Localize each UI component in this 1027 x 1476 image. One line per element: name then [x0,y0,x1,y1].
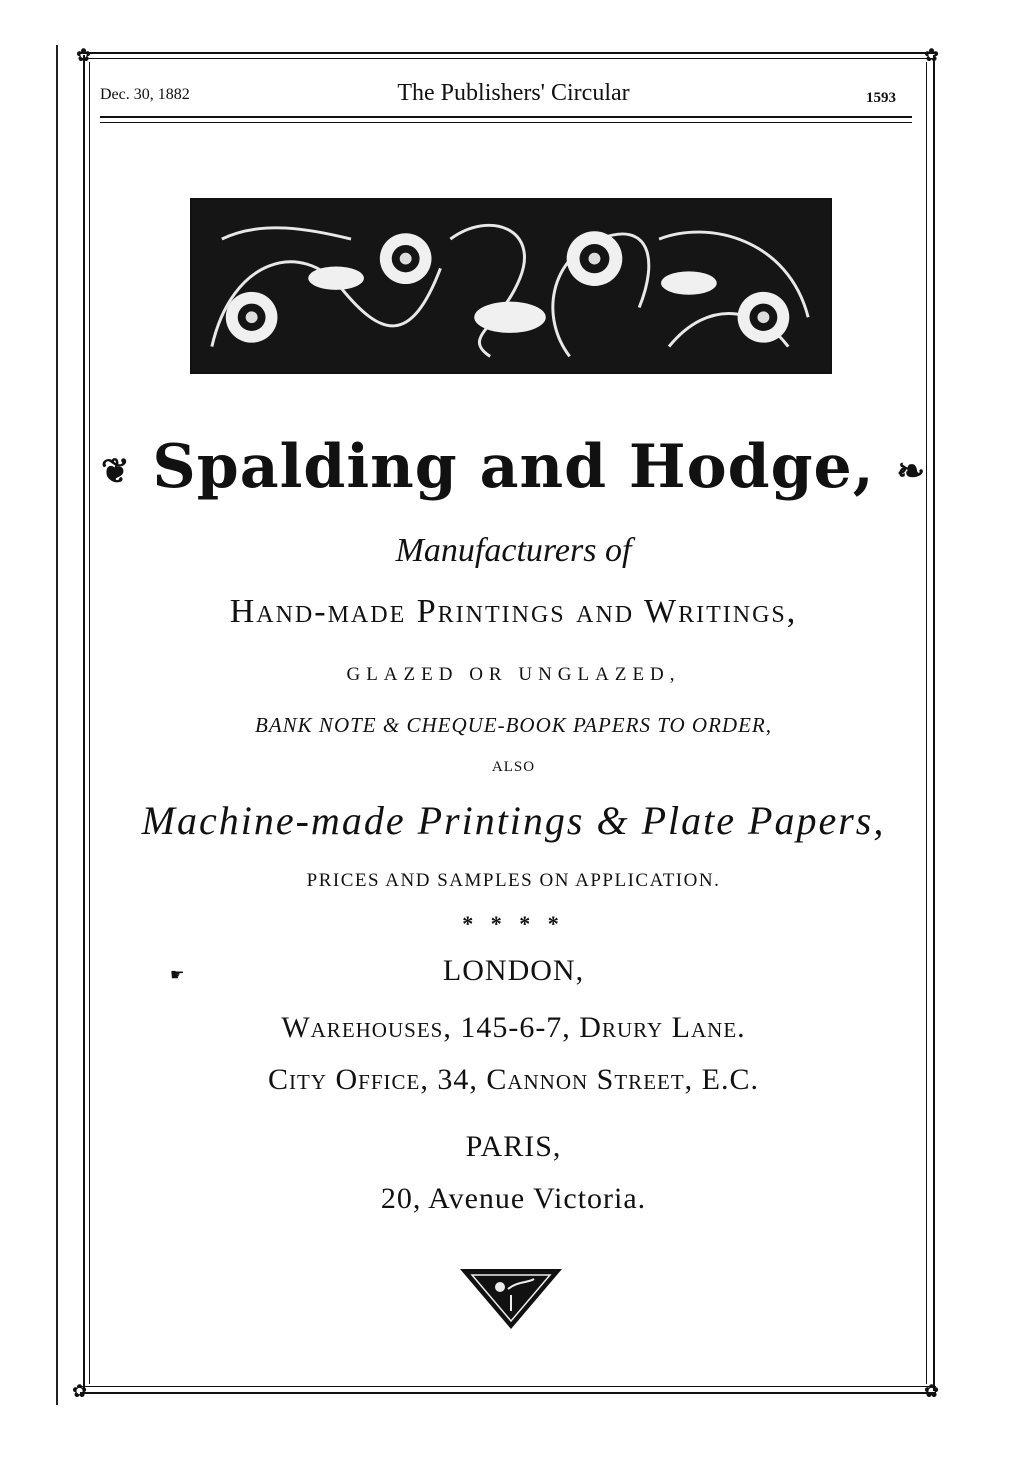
pointing-hand-icon: ☛ [170,967,185,984]
city-office-address: City Office, 34, Cannon Street, E.C. [267,1063,760,1096]
asterism: * * * * [462,911,565,936]
journal-title: The Publishers' Circular [397,80,630,106]
ornamental-banner-image [190,198,832,374]
prices-line: PRICES AND SAMPLES ON APPLICATION. [306,870,721,891]
issue-date: Dec. 30, 1882 [100,86,190,103]
tailpiece-ornament-icon [458,1265,564,1331]
also-line: ALSO [491,759,536,775]
subtitle: Manufacturers of [395,532,632,569]
finish-line: GLAZED OR UNGLAZED, [346,664,681,685]
page-number: 1593 [866,90,896,106]
corner-ornament-icon: ✿ [924,45,940,65]
corner-ornament-icon: ✿ [72,1381,88,1401]
company-name: Spalding and Hodge, [152,432,875,502]
bank-note-line: BANK NOTE & CHEQUE-BOOK PAPERS TO ORDER, [255,713,772,737]
paris-heading: PARIS, [465,1130,562,1163]
machine-made-line: Machine-made Printings & Plate Papers, [141,798,886,843]
frame-bottom-rule [80,1392,936,1394]
corner-ornament-icon: ✿ [76,45,92,65]
ornamental-banner-art [192,200,830,372]
paris-address: 20, Avenue Victoria. [380,1182,647,1215]
warehouses-address: Warehouses, 145-6-7, Drury Lane. [281,1011,746,1044]
frame-top-rule [80,52,936,54]
company-name-line [0,432,1027,502]
flourish-left-icon: ❦ [101,451,131,492]
corner-ornament-icon: ✿ [924,1381,940,1401]
london-heading: LONDON, [442,954,585,987]
flourish-right-icon: ❧ [896,451,926,492]
header-rule-thin [100,122,912,123]
frame-bottom-rule-thin [80,1386,936,1387]
header-rule [100,116,912,118]
products-heading: Hand-made Printings and Writings, [229,593,798,630]
